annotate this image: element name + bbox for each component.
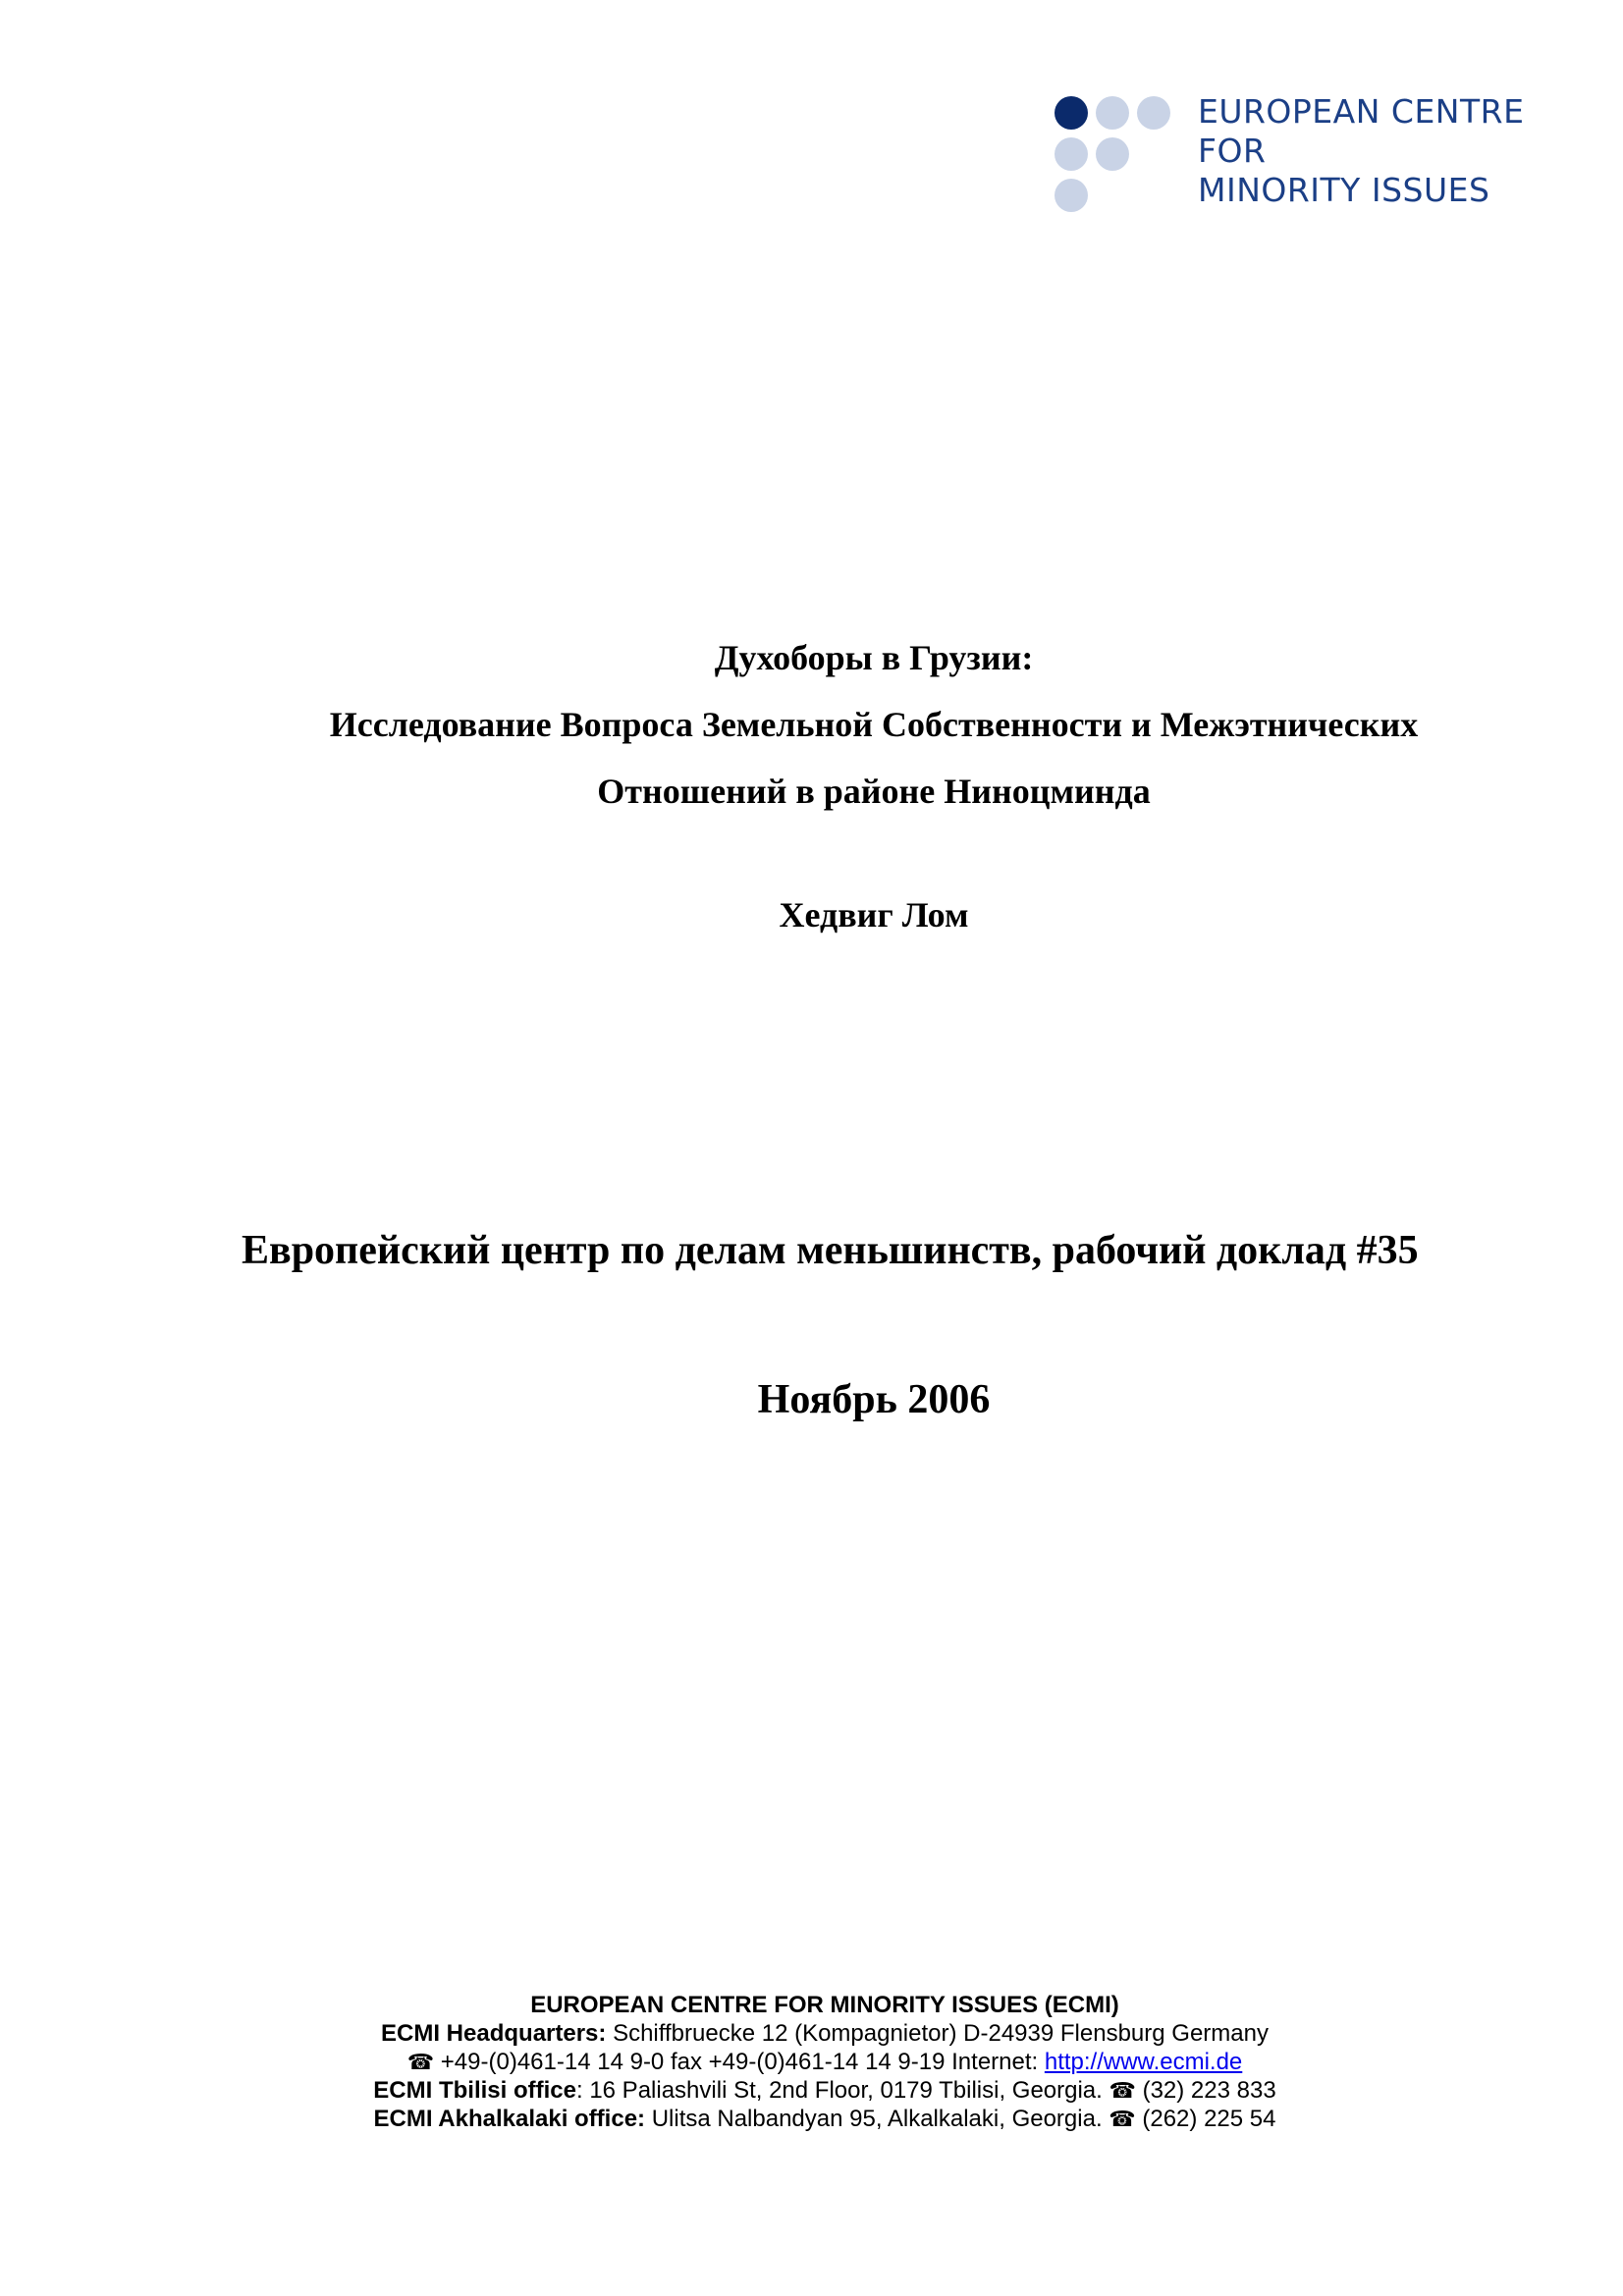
hq-contacts: +49-(0)461-14 14 9-0 fax +49-(0)461-14 14 9-19 Internet: xyxy=(434,2049,1045,2075)
footer-akhalkalaki-line xyxy=(0,2105,1623,2133)
ecmi-logo xyxy=(1051,92,1525,220)
author-name: Хедвиг Лом xyxy=(779,895,969,934)
logo-dot xyxy=(1055,137,1088,171)
logo-dot xyxy=(1096,137,1129,171)
document-title xyxy=(0,624,1623,825)
phone-icon: ☎ xyxy=(1109,2107,1136,2131)
logo-line-1: EUROPEAN CENTRE xyxy=(1198,92,1525,131)
logo-dots-icon xyxy=(1051,92,1178,220)
phone-icon: ☎ xyxy=(406,2050,435,2074)
logo-dot xyxy=(1096,96,1129,130)
website-link[interactable]: http://www.ecmi.de xyxy=(1044,2049,1243,2075)
logo-line-2: FOR xyxy=(1198,132,1267,170)
tbilisi-address: : 16 Paliashvili St, 2nd Floor, 0179 Tbilisi, Georgia. xyxy=(575,2077,1109,2104)
publication-date: Ноябрь 2006 xyxy=(757,1377,991,1422)
footer-tbilisi-line xyxy=(0,2076,1623,2105)
logo-text xyxy=(1198,92,1524,210)
akhalkalaki-label: ECMI Akhalkalaki office: xyxy=(373,2106,646,2132)
footer-hq-contacts-line xyxy=(0,2048,1623,2076)
akhalkalaki-phone: (262) 225 54 xyxy=(1135,2106,1276,2132)
logo-dot xyxy=(1055,179,1088,212)
footer-contacts xyxy=(0,1991,1623,2133)
logo-dot-dark xyxy=(1055,96,1088,130)
logo-line-3: MINORITY ISSUES xyxy=(1198,171,1490,209)
logo-dot xyxy=(1137,96,1170,130)
tbilisi-phone: (32) 223 833 xyxy=(1135,2077,1276,2104)
hq-address: Schiffbruecke 12 (Kompagnietor) D-24939 Flensburg Germany xyxy=(606,2020,1269,2047)
akhalkalaki-address: Ulitsa Nalbandyan 95, Alkalkalaki, Georgia. xyxy=(645,2106,1109,2132)
title-line-2: Исследование Вопроса Земельной Собственности и Межэтнических xyxy=(329,705,1419,744)
title-line-1: Духоборы в Грузии: xyxy=(714,638,1034,677)
footer-org-name: EUROPEAN CENTRE FOR MINORITY ISSUES (ECMI) xyxy=(530,1992,1119,2018)
hq-label: ECMI Headquarters: xyxy=(381,2020,607,2047)
working-paper-series: Европейский центр по делам меньшинств, рабочий доклад #35 xyxy=(242,1228,1419,1273)
tbilisi-label: ECMI Tbilisi office xyxy=(373,2077,576,2104)
footer-hq-line xyxy=(0,2019,1623,2048)
title-line-3: Отношений в районе Ниноцминда xyxy=(597,772,1151,811)
phone-icon: ☎ xyxy=(1109,2078,1136,2103)
